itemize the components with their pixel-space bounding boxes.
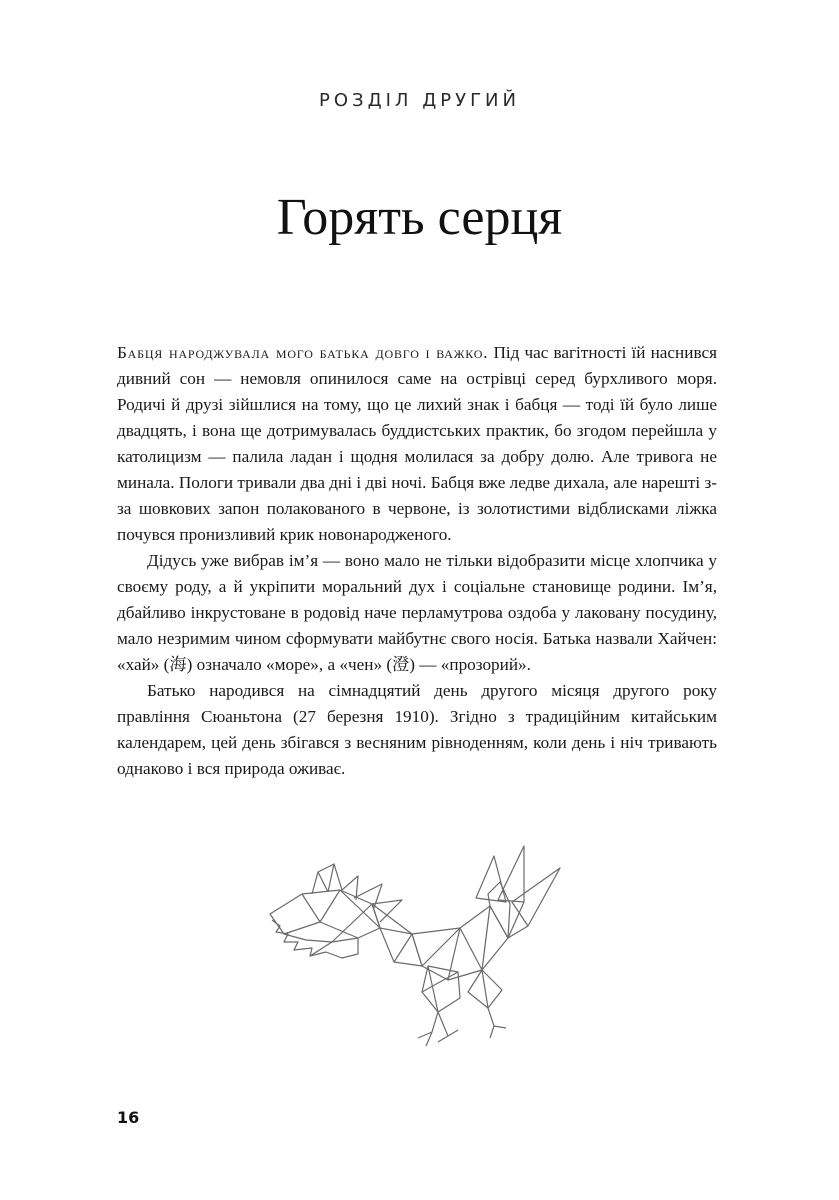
chapter-label: РОЗДІЛ ДРУГИЙ [319, 90, 520, 111]
paragraph-2: Дідусь уже вибрав ім’я — воно мало не тільки відобразити місце хлопчика у своєму роду, а й укріпити моральний дух і соціальне становище родини. Ім’я, дбайливо інкрустоване в родовід наче перламутрова оздоба у лаковану посудину, мало незримим чином сформувати майбутнє свого носія. Батька назвали Хайчен: «хай» (海) означало «море», а «чен» (澄) — «прозорий». [117, 551, 717, 674]
chapter-title: Горять серця [276, 189, 563, 246]
lead-in-small-caps: Бабця народжувала мого батька довго і важко. [117, 343, 489, 362]
paragraph-1 [117, 340, 717, 548]
paragraph-1-text: Під час вагітності їй наснився дивний сон — немовля опинилося саме на острівці серед бурхливого моря. Родичі й друзі зійшлися на тому, що це лихий знак і бабця — тоді їй було лише двадцять, і вона ще дотримувалась буддистських практик, бо згодом перейшла у католицизм — палила ладан і щодня молилася за добру долю. Але тривога не минала. Пологи тривали два дні і дві ночі. Бабця вже ледве дихала, але нарешті з-за шовкових запон полакованого в червоне, із золотистими відблисками ліжка почувся пронизливий крик новонародженого. [117, 343, 717, 544]
body-text [117, 340, 717, 782]
paragraph-3: Батько народився на сімнадцятий день другого місяця другого року правління Сюаньтона (27 березня 1910). Згідно з традиційним китайським календарем, цей день збігався з весняним рівноденням, коли день і ніч тривають однаково і вся природа оживає. [117, 681, 717, 778]
dragon-illustration-icon [262, 842, 582, 1052]
page-number: 16 [117, 1108, 140, 1127]
